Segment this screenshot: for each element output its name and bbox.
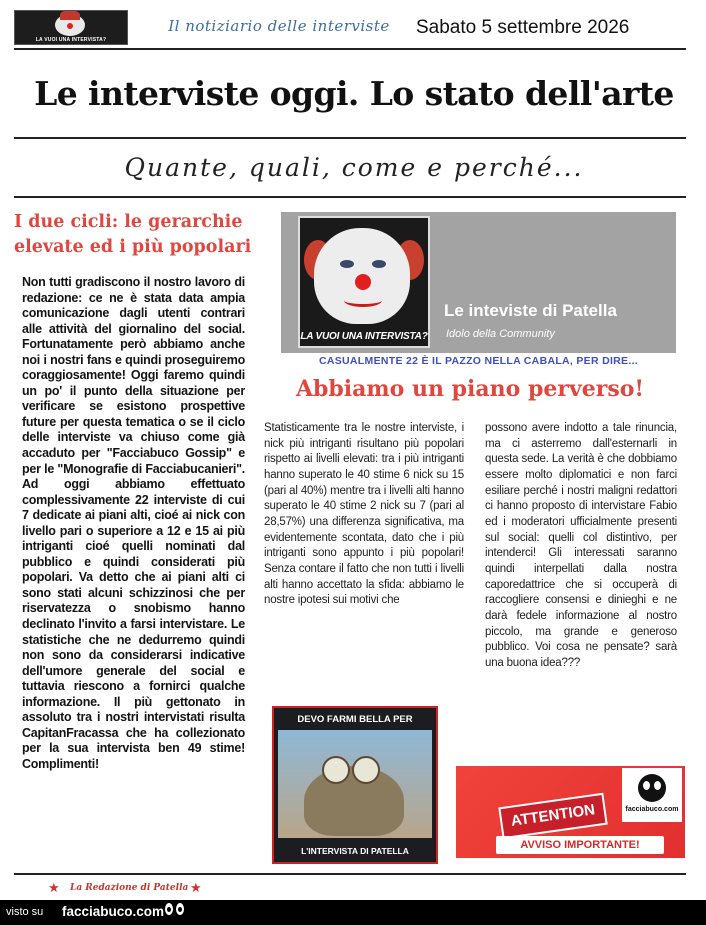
site-link[interactable]: facciabuco.com — [62, 904, 165, 919]
masthead-logo — [14, 10, 128, 45]
divider — [14, 196, 686, 198]
attention-sub: AVVISO IMPORTANTE! — [496, 836, 664, 854]
attention-image — [456, 766, 685, 858]
masthead-date: Sabato 5 settembre 2026 — [416, 17, 630, 38]
divider — [14, 137, 686, 139]
redazione-signature: La Redazione di Patella — [70, 883, 189, 893]
kicker-text: CASUALMENTE 22 È IL PAZZO NELLA CABALA, PER DIRE... — [318, 355, 639, 367]
clown-icon — [55, 14, 85, 36]
meme-image — [272, 706, 438, 864]
middle-column-text: Statisticamente tra le nostre interviste, i nick più intriganti risultano più popolari rispetto ai livelli elevati: tra i più intriganti hanno superato le 40 stime 6 nick su 15 (pari al 40%) mentre tra i livelli alti hanno superato le 40 stime 2 nick su 7 (pari al 28,57%) una differenza significativa, ma evidentemente scontata, dato che i più intriganti sono appunto i più popolari! Senza contare il fatto che non tutti i livelli alti hanno accettato la sfida: abbiamo le nostre ipotesi sui motivi che — [264, 422, 464, 607]
logo-caption: LA VUOI UNA INTERVISTA? — [35, 37, 107, 43]
meme-top-text: DEVO FARMI BELLA PER — [297, 714, 413, 725]
banner-title: Le inteviste di Patella — [444, 301, 617, 320]
meme-bottom-text: L'INTERVISTA DI PATELLA — [301, 846, 409, 856]
left-article-heading: I due cicli: le gerarchie elevate ed i più popolari — [14, 212, 252, 257]
clown-image-caption: LA VUOI UNA INTERVISTA? — [300, 331, 428, 342]
masthead-header-text: Il notiziario delle interviste — [168, 17, 390, 35]
right-column-text: possono avere indotto a tale rinuncia, ma ci asterremo dall'esternarli in questa sede. La verità è che dobbiamo essere molto diplomatici e non farci esiliare perché i nostri maligni redattori ci hanno proposto di intervistare Fabio ed i moderatori ufficialmente presenti sul social: quelli col distintivo, per intenderci! Gli interessati saranno quindi interpellati dalla nostra caporedattrice che si occuperà di raccogliere consensi e dinieghi e ne darà fedele informazione al nostro piccolo, ma grande e generoso pubblico. Voi cosa ne pensate? sarà una buona idea??? — [485, 422, 677, 669]
star-icon: ★ — [190, 880, 202, 895]
clown-image — [298, 216, 430, 348]
attention-label: ATTENTION — [498, 793, 607, 839]
divider — [14, 48, 686, 50]
right-article-heading: Abbiamo un piano perverso! — [295, 376, 645, 402]
eyes-icon — [164, 903, 186, 919]
facciabuco-logo-label: facciabuco.com — [625, 806, 679, 813]
page-title: Le interviste oggi. Lo stato dell'arte — [34, 74, 674, 113]
facciabuco-logo — [622, 768, 682, 822]
divider — [14, 873, 686, 875]
banner-subtitle: Idolo della Community — [446, 328, 555, 340]
page-subtitle: Quante, quali, come e perché... — [124, 153, 584, 182]
left-article-body: Non tutti gradiscono il nostro lavoro di redazione: ce ne è stata data ampia comunicazione dagli utenti contrari alle attività del giornalino del social. Fortunatamente però abbiamo anche noi i nostri fans e quindi proseguiremo coraggiosamente! Oggi faremo quindi un po' il punto della situazione per verificare se esistono prospettive future per questa tematica o se il ciclo delle interviste va chiuso come già accaduto per "Facciabuco Gossip" e per le "Monografie di Facciabucanieri". Ad oggi abbiamo effettuato complessivamente 22 interviste di cui 7 dedicate ai piani alti, cioé ai nick con livello pari o superiore a 12 e 15 ai più intriganti cioé quelli nominati dal pubblico e quindi considerati più popolari. Va detto che ai piani alti ci sono stati alcuni schizzinosi che per riservatezza o snobismo hanno declinato l'invito a farsi intervistare. Le statistiche che ne dedurremo quindi non sono da considerarsi indicative dell'umore generale del social e tuttavia riescono a fornirci qualche informazione. Il più gettonato in assoluto tra i nostri intervistati risulta CapitanFracassa che ha collezionato per la sua intervista ben 49 stime! Complimenti! — [22, 275, 245, 771]
visto-su-label: visto su — [6, 906, 44, 918]
star-icon: ★ — [48, 880, 60, 895]
